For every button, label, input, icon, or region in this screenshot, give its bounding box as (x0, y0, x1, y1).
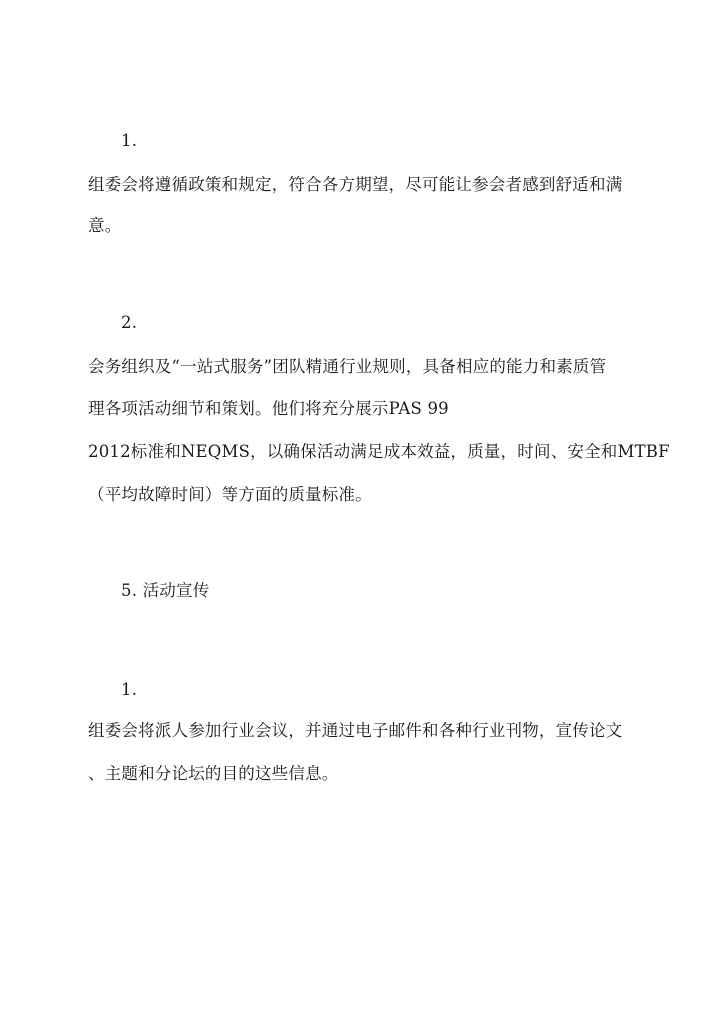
paragraph-line: （平均故障时间）等方面的质量标准。 (88, 485, 372, 504)
paragraph-line: 会务组织及“一站式服务”团队精通行业规则，具备相应的能力和素质管 (88, 357, 607, 376)
paragraph-line: 2012标准和NEQMS，以确保活动满足成本效益，质量，时间、安全和MTBF (88, 442, 670, 461)
item-number: 2. (121, 313, 138, 332)
paragraph-line: 理各项活动细节和策划。他们将充分展示PAS 99 (88, 399, 449, 418)
section-heading: 5. 活动宣传 (121, 581, 210, 600)
item-number: 1. (121, 680, 138, 699)
paragraph-line: 意。 (88, 216, 122, 235)
item-number: 1. (121, 131, 138, 150)
paragraph-line: 组委会将派人参加行业会议，并通过电子邮件和各种行业刊物，宣传论文 (88, 721, 623, 740)
paragraph-line: 、主题和分论坛的目的这些信息。 (88, 764, 339, 783)
paragraph-line: 组委会将遵循政策和规定，符合各方期望，尽可能让参会者感到舒适和满 (88, 175, 623, 194)
